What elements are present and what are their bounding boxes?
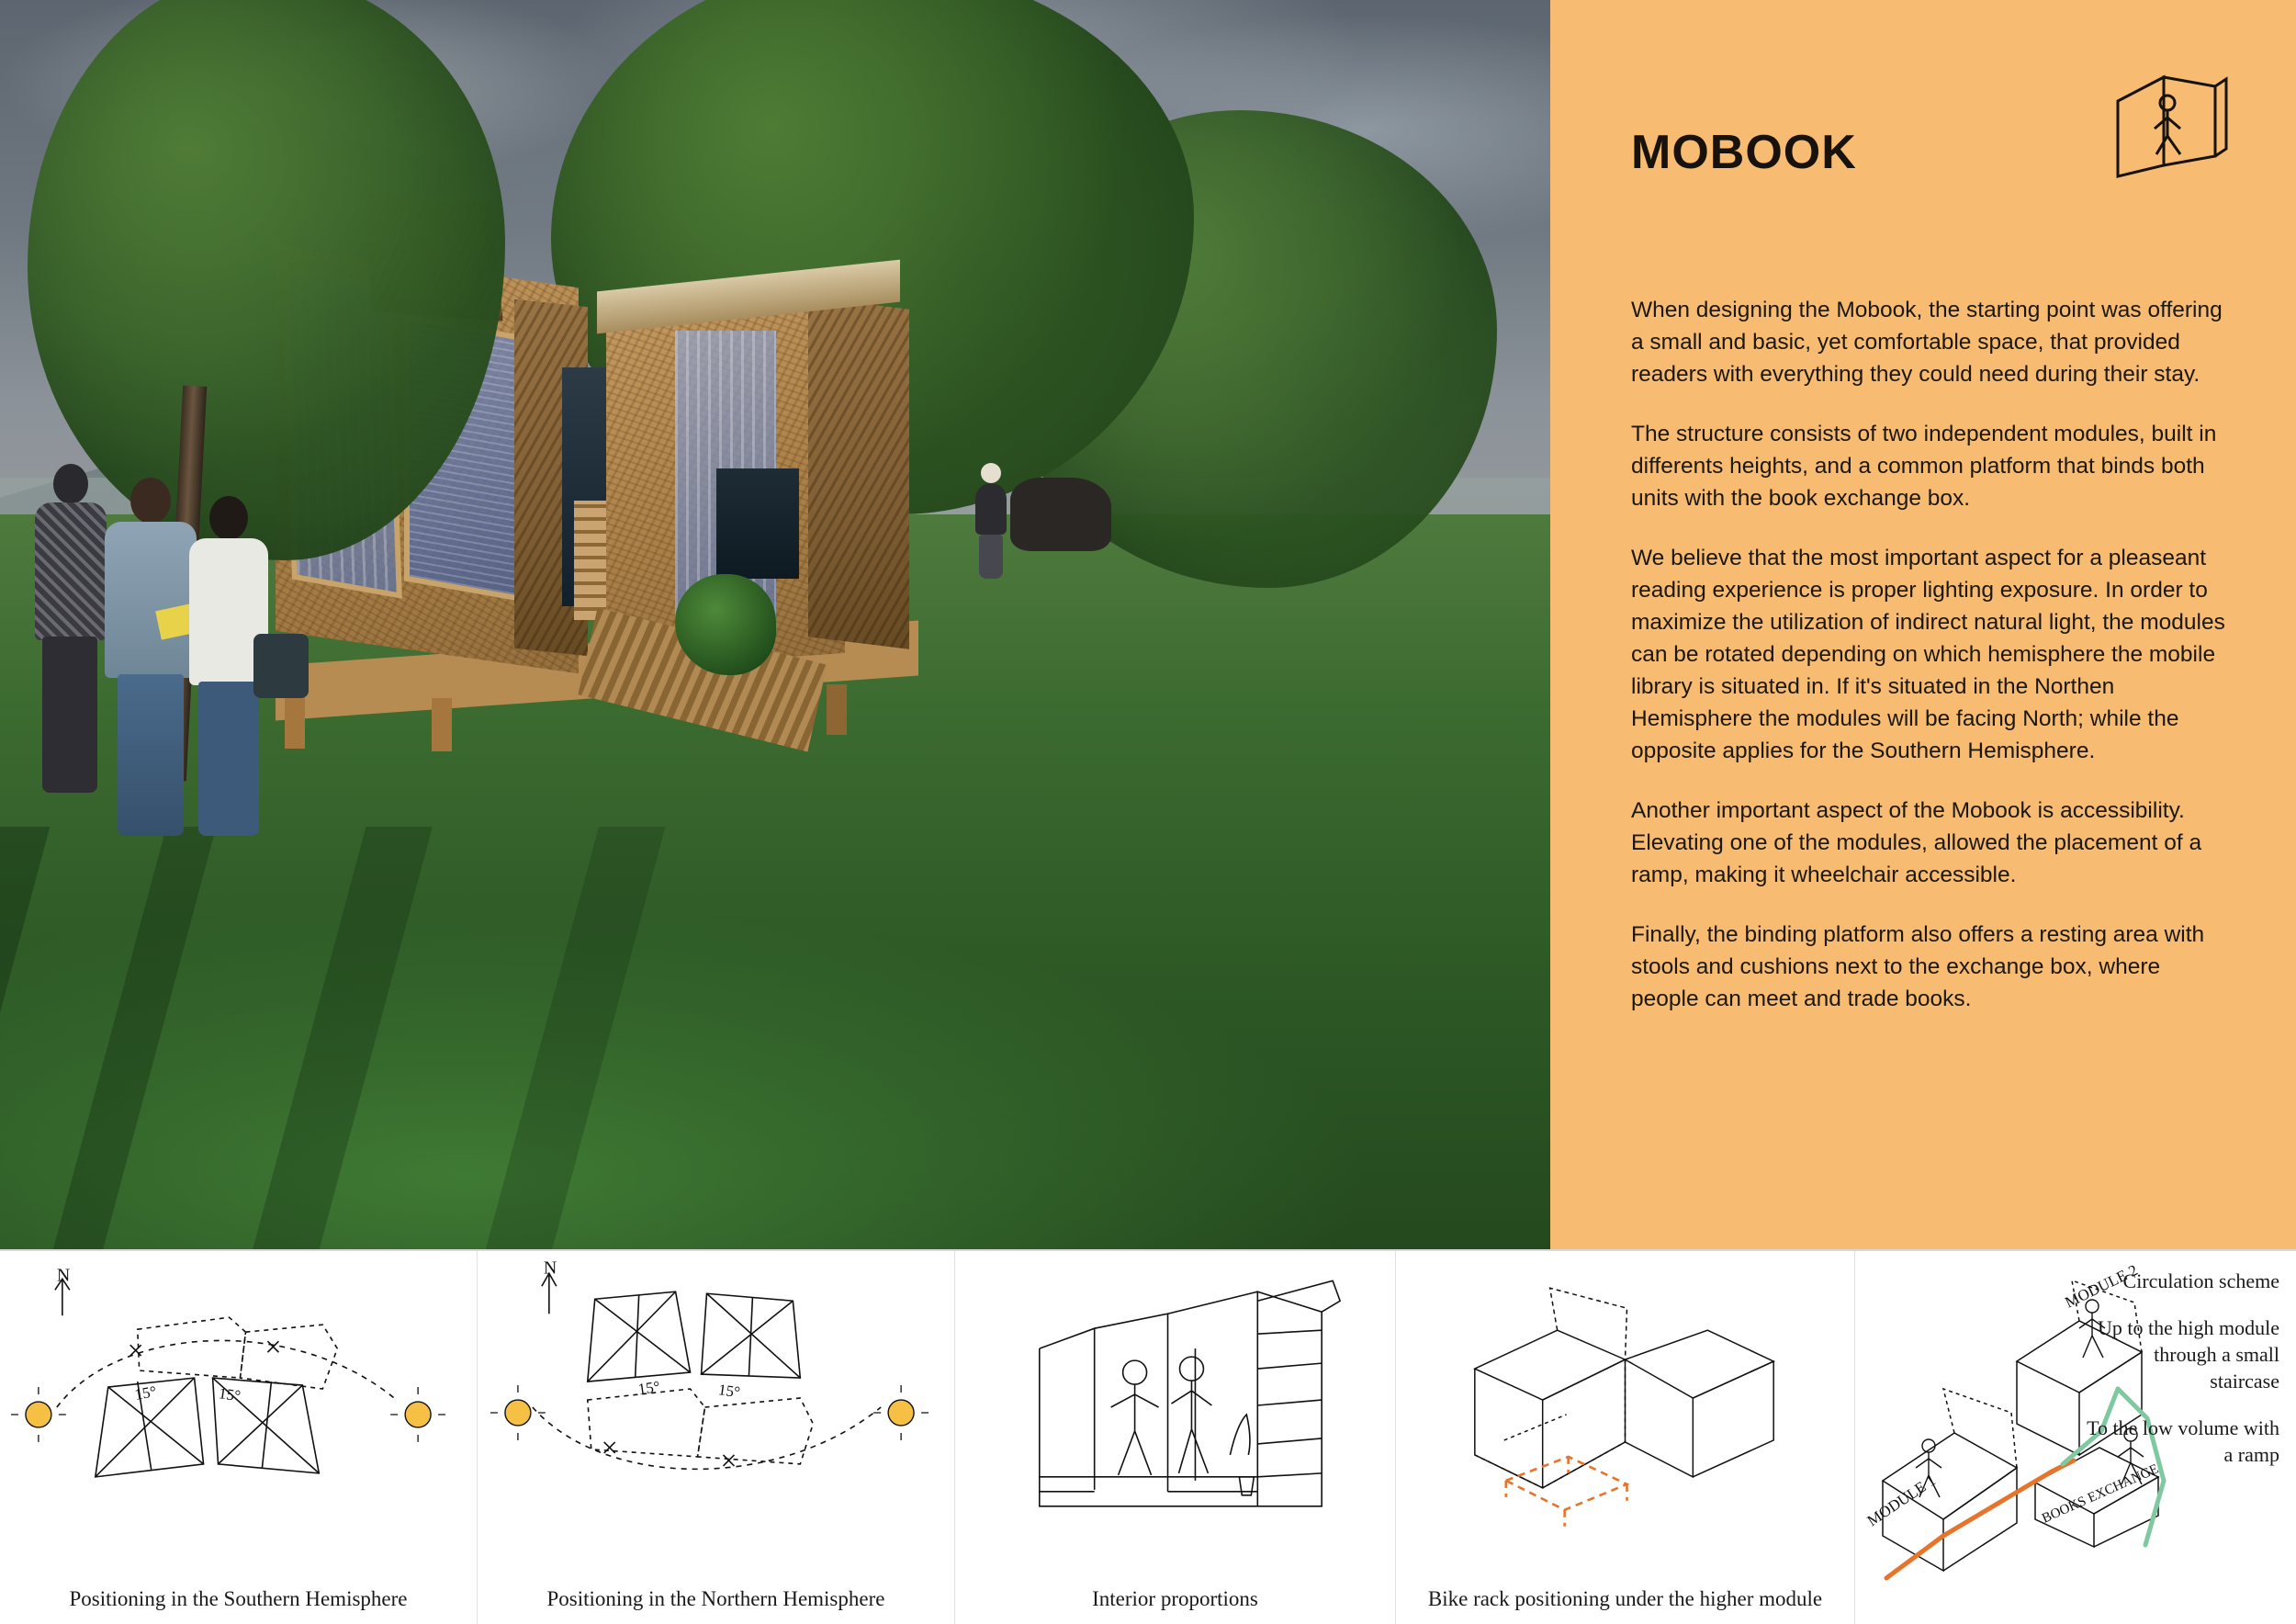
compass-label-south: N (56, 1265, 71, 1286)
svg-text:15°: 15° (636, 1377, 661, 1398)
diagram-bike-rack (1396, 1251, 1855, 1624)
bike-rack-sketch (1396, 1260, 1854, 1563)
stilt-3 (827, 684, 847, 735)
stilt-1 (285, 694, 305, 749)
module-2-side-wall (808, 297, 909, 649)
stilt-2 (432, 698, 452, 751)
shrub-plant (675, 574, 776, 675)
circulation-labels (2087, 1268, 2279, 1488)
diagram-interior-proportions (955, 1251, 1396, 1624)
diagram-northern-hemisphere (478, 1251, 955, 1624)
southern-hemisphere-sketch (0, 1260, 477, 1563)
caption-interior-proportions: Interior proportions (1092, 1587, 1258, 1610)
diagram-strip (0, 1249, 2296, 1624)
book-shelter-icon (2107, 64, 2235, 184)
shoulder-bag (253, 634, 309, 698)
paragraph-1: When designing the Mobook, the starting point was offering a small and basic, yet comfortable space, that provided readers with everything they could need during their stay. (1631, 298, 2223, 387)
svg-text:15°: 15° (716, 1381, 742, 1402)
diagram-circulation-scheme (1855, 1251, 2296, 1624)
page-title: MOBOOK (1631, 126, 1857, 179)
caption-bike-rack: Bike rack positioning under the higher module (1427, 1587, 1823, 1610)
label-books-exchange: BOOKS EXCHANGE (2040, 1461, 2161, 1527)
visitor-1 (28, 464, 110, 795)
paragraph-5: Finally, the binding platform also offers a resting area with stools and cushions next to the exchange box, where people can meet and trade books. (1631, 922, 2205, 1011)
paragraph-3: We believe that the most important aspect for a pleaseant reading experience is proper lighting exposure. In order to maximize the utilization of indirect natural light, the modules can be rotated depending on which hemisphere the mobile library is situated in. If it's situated in the Northen Hemisphere the modules will be facing North; while the opposite applies for the Southern Hemisphere. (1631, 546, 2225, 763)
panel-paragraphs (1631, 294, 2228, 1043)
caption-southern-hemisphere: Positioning in the Southern Hemisphere (69, 1587, 408, 1610)
caption-northern-hemisphere: Positioning in the Northern Hemisphere (546, 1587, 885, 1610)
paragraph-4: Another important aspect of the Mobook is accessibility. Elevating one of the modules, allowed the placement of a ramp, making it wheelchair accessible. (1631, 798, 2202, 887)
visitor-3 (184, 496, 276, 836)
circulation-note-low: To the low volume with a ramp (2087, 1416, 2279, 1466)
svg-text:15°: 15° (133, 1382, 158, 1404)
label-module-1: MODULE 1 (1863, 1471, 1940, 1530)
interior-proportions-sketch (955, 1260, 1395, 1563)
label-module-2: MODULE 2 (2062, 1261, 2141, 1312)
compass-label-north: N (543, 1260, 557, 1279)
distant-horse (1010, 478, 1111, 551)
circulation-note-high: Up to the high module through a small staircase (2098, 1316, 2279, 1393)
northern-hemisphere-sketch (478, 1260, 954, 1563)
circulation-title: Circulation scheme (2122, 1269, 2279, 1292)
paragraph-2: The structure consists of two independent modules, built in differents heights, and a common platform that binds both units with the book exchange box. (1631, 422, 2217, 511)
diagram-southern-hemisphere (0, 1251, 478, 1624)
bookshelf-niche (716, 468, 799, 579)
description-panel (1550, 0, 2296, 1249)
grass-shadows (0, 827, 1550, 1249)
svg-text:15°: 15° (217, 1384, 242, 1405)
